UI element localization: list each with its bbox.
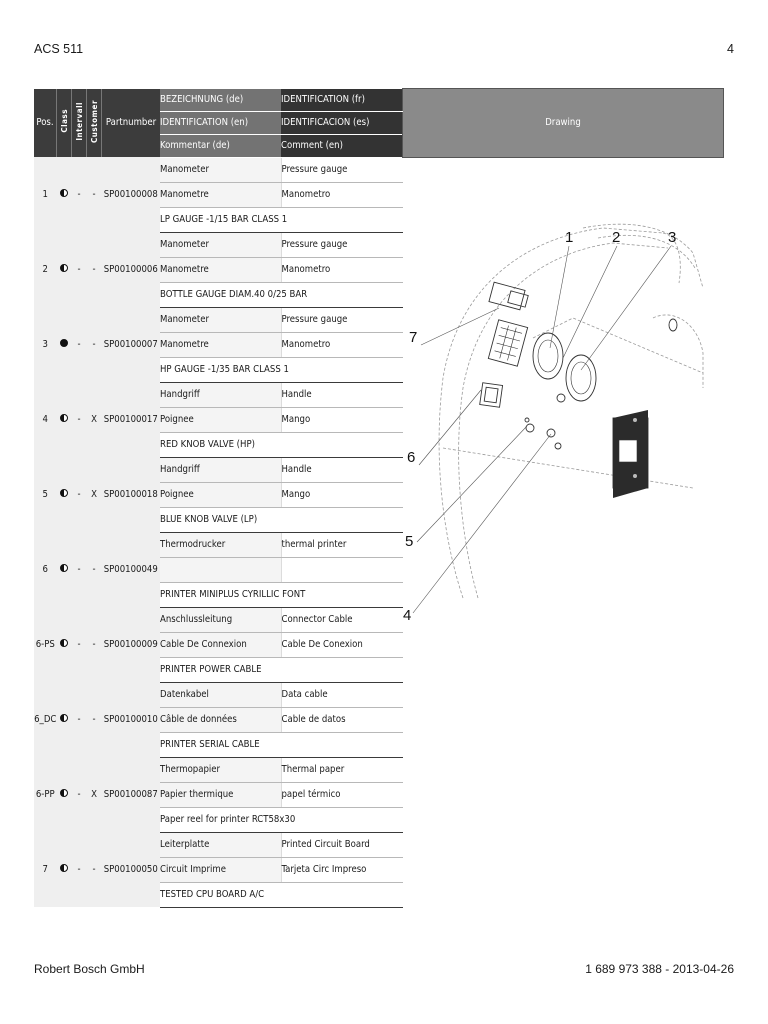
en-cell: [160, 557, 281, 582]
comment-cell: RED KNOB VALVE (HP): [160, 432, 403, 457]
callout-label: 3: [667, 228, 676, 246]
comment-cell: PRINTER POWER CABLE: [160, 657, 403, 682]
partnumber-cell: SP00100049: [102, 532, 161, 607]
pos-cell: 6: [34, 532, 57, 607]
fr-cell: thermal printer: [281, 532, 403, 557]
en-cell: Poignee: [160, 482, 281, 507]
de-cell: Manometer: [160, 232, 281, 257]
de-cell: Leiterplatte: [160, 832, 281, 857]
footer-company: Robert Bosch GmbH: [34, 962, 145, 976]
en-cell: Câble de données: [160, 707, 281, 732]
partnumber-cell: SP00100006: [102, 232, 161, 307]
table-row: [34, 157, 724, 182]
partnumber-cell: SP00100010: [102, 682, 161, 757]
fr-cell: Pressure gauge: [281, 232, 403, 257]
pos-cell: 1: [34, 157, 57, 232]
es-cell: Mango: [281, 407, 403, 432]
customer-cell: -: [87, 682, 102, 757]
pos-cell: 5: [34, 457, 57, 532]
de-cell: Anschlussleitung: [160, 607, 281, 632]
pos-cell: 6_DC: [34, 682, 57, 757]
customer-cell: -: [87, 307, 102, 382]
customer-cell: X: [87, 757, 102, 832]
pos-cell: 6-PP: [34, 757, 57, 832]
en-cell: Manometre: [160, 257, 281, 282]
header-es: IDENTIFICACION (es): [281, 111, 403, 134]
de-cell: Thermopapier: [160, 757, 281, 782]
fr-cell: Pressure gauge: [281, 157, 403, 182]
intervall-cell: -: [72, 382, 87, 457]
intervall-cell: -: [72, 682, 87, 757]
class-indicator-icon: [60, 864, 68, 872]
customer-cell: X: [87, 382, 102, 457]
es-cell: Tarjeta Circ Impreso: [281, 857, 403, 882]
callout-label: 2: [611, 228, 620, 246]
partnumber-cell: SP00100017: [102, 382, 161, 457]
fr-cell: Pressure gauge: [281, 307, 403, 332]
es-cell: papel térmico: [281, 782, 403, 807]
pos-cell: 2: [34, 232, 57, 307]
callout-label: 6: [406, 448, 415, 466]
en-cell: Circuit Imprime: [160, 857, 281, 882]
intervall-cell: -: [72, 457, 87, 532]
class-indicator-icon: [60, 789, 68, 797]
callout-label: 5: [404, 532, 413, 550]
intervall-cell: -: [72, 232, 87, 307]
pos-cell: 7: [34, 832, 57, 907]
header-kommentar: Kommentar (de): [160, 134, 281, 157]
en-cell: Manometre: [160, 332, 281, 357]
partnumber-cell: SP00100009: [102, 607, 161, 682]
intervall-cell: -: [72, 157, 87, 232]
class-cell: [57, 232, 72, 307]
partnumber-cell: SP00100050: [102, 832, 161, 907]
customer-cell: -: [87, 157, 102, 232]
class-indicator-icon: [60, 264, 68, 272]
pos-cell: 4: [34, 382, 57, 457]
class-indicator-icon: [60, 639, 68, 647]
de-cell: Thermodrucker: [160, 532, 281, 557]
comment-cell: PRINTER MINIPLUS CYRILLIC FONT: [160, 582, 403, 607]
class-cell: [57, 307, 72, 382]
class-indicator-icon: [60, 414, 68, 422]
header-intervall: Intervall: [72, 89, 87, 158]
de-cell: Manometer: [160, 157, 281, 182]
class-indicator-icon: [60, 339, 68, 347]
class-indicator-icon: [60, 189, 68, 197]
de-cell: Handgriff: [160, 382, 281, 407]
header-partnumber: Partnumber: [102, 89, 161, 158]
header-pos: Pos.: [34, 89, 57, 158]
partnumber-cell: SP00100008: [102, 157, 161, 232]
intervall-cell: -: [72, 607, 87, 682]
partnumber-cell: SP00100007: [102, 307, 161, 382]
en-cell: Papier thermique: [160, 782, 281, 807]
class-cell: [57, 382, 72, 457]
class-indicator-icon: [60, 714, 68, 722]
class-indicator-icon: [60, 564, 68, 572]
es-cell: Cable De Conexion: [281, 632, 403, 657]
class-indicator-icon: [60, 489, 68, 497]
pos-cell: 3: [34, 307, 57, 382]
intervall-cell: -: [72, 532, 87, 607]
intervall-cell: -: [72, 757, 87, 832]
de-cell: Datenkabel: [160, 682, 281, 707]
header-fr: IDENTIFICATION (fr): [281, 89, 403, 112]
customer-cell: -: [87, 607, 102, 682]
document-title: ACS 511: [34, 42, 84, 56]
partnumber-cell: SP00100018: [102, 457, 161, 532]
fr-cell: Handle: [281, 382, 403, 407]
header-customer: Customer: [87, 89, 102, 158]
fr-cell: Printed Circuit Board: [281, 832, 403, 857]
callout-label: 7: [408, 328, 417, 346]
header-comment: Comment (en): [281, 134, 403, 157]
comment-cell: Paper reel for printer RCT58x30: [160, 807, 403, 832]
fr-cell: Data cable: [281, 682, 403, 707]
en-cell: Cable De Connexion: [160, 632, 281, 657]
customer-cell: -: [87, 832, 102, 907]
parts-table: [34, 88, 724, 908]
header-class: Class: [57, 89, 72, 158]
es-cell: Mango: [281, 482, 403, 507]
class-cell: [57, 157, 72, 232]
es-cell: Manometro: [281, 332, 403, 357]
intervall-cell: -: [72, 832, 87, 907]
footer-docref: 1 689 973 388 - 2013-04-26: [585, 962, 734, 976]
es-cell: Manometro: [281, 257, 403, 282]
es-cell: Manometro: [281, 182, 403, 207]
class-cell: [57, 682, 72, 757]
header-en: IDENTIFICATION (en): [160, 111, 281, 134]
fr-cell: Handle: [281, 457, 403, 482]
header-de: BEZEICHNUNG (de): [160, 89, 281, 112]
de-cell: Handgriff: [160, 457, 281, 482]
pos-cell: 6-PS: [34, 607, 57, 682]
es-cell: [281, 557, 403, 582]
partnumber-cell: SP00100087: [102, 757, 161, 832]
customer-cell: -: [87, 232, 102, 307]
class-cell: [57, 607, 72, 682]
customer-cell: -: [87, 532, 102, 607]
callout-label: 1: [564, 228, 573, 246]
callout-label: 4: [402, 606, 411, 624]
comment-cell: TESTED CPU BOARD A/C: [160, 882, 403, 907]
es-cell: Cable de datos: [281, 707, 403, 732]
class-cell: [57, 832, 72, 907]
comment-cell: BOTTLE GAUGE DIAM.40 0/25 BAR: [160, 282, 403, 307]
fr-cell: Thermal paper: [281, 757, 403, 782]
class-cell: [57, 532, 72, 607]
fr-cell: Connector Cable: [281, 607, 403, 632]
drawing-cell: [403, 157, 724, 907]
comment-cell: BLUE KNOB VALVE (LP): [160, 507, 403, 532]
machine-drawing: [402, 158, 723, 624]
class-cell: [57, 757, 72, 832]
en-cell: Manometre: [160, 182, 281, 207]
comment-cell: PRINTER SERIAL CABLE: [160, 732, 403, 757]
intervall-cell: -: [72, 307, 87, 382]
class-cell: [57, 457, 72, 532]
comment-cell: HP GAUGE -1/35 BAR CLASS 1: [160, 357, 403, 382]
en-cell: Poignee: [160, 407, 281, 432]
customer-cell: X: [87, 457, 102, 532]
comment-cell: LP GAUGE -1/15 BAR CLASS 1: [160, 207, 403, 232]
de-cell: Manometer: [160, 307, 281, 332]
page-number: 4: [727, 42, 734, 56]
header-drawing: Drawing: [403, 89, 724, 158]
